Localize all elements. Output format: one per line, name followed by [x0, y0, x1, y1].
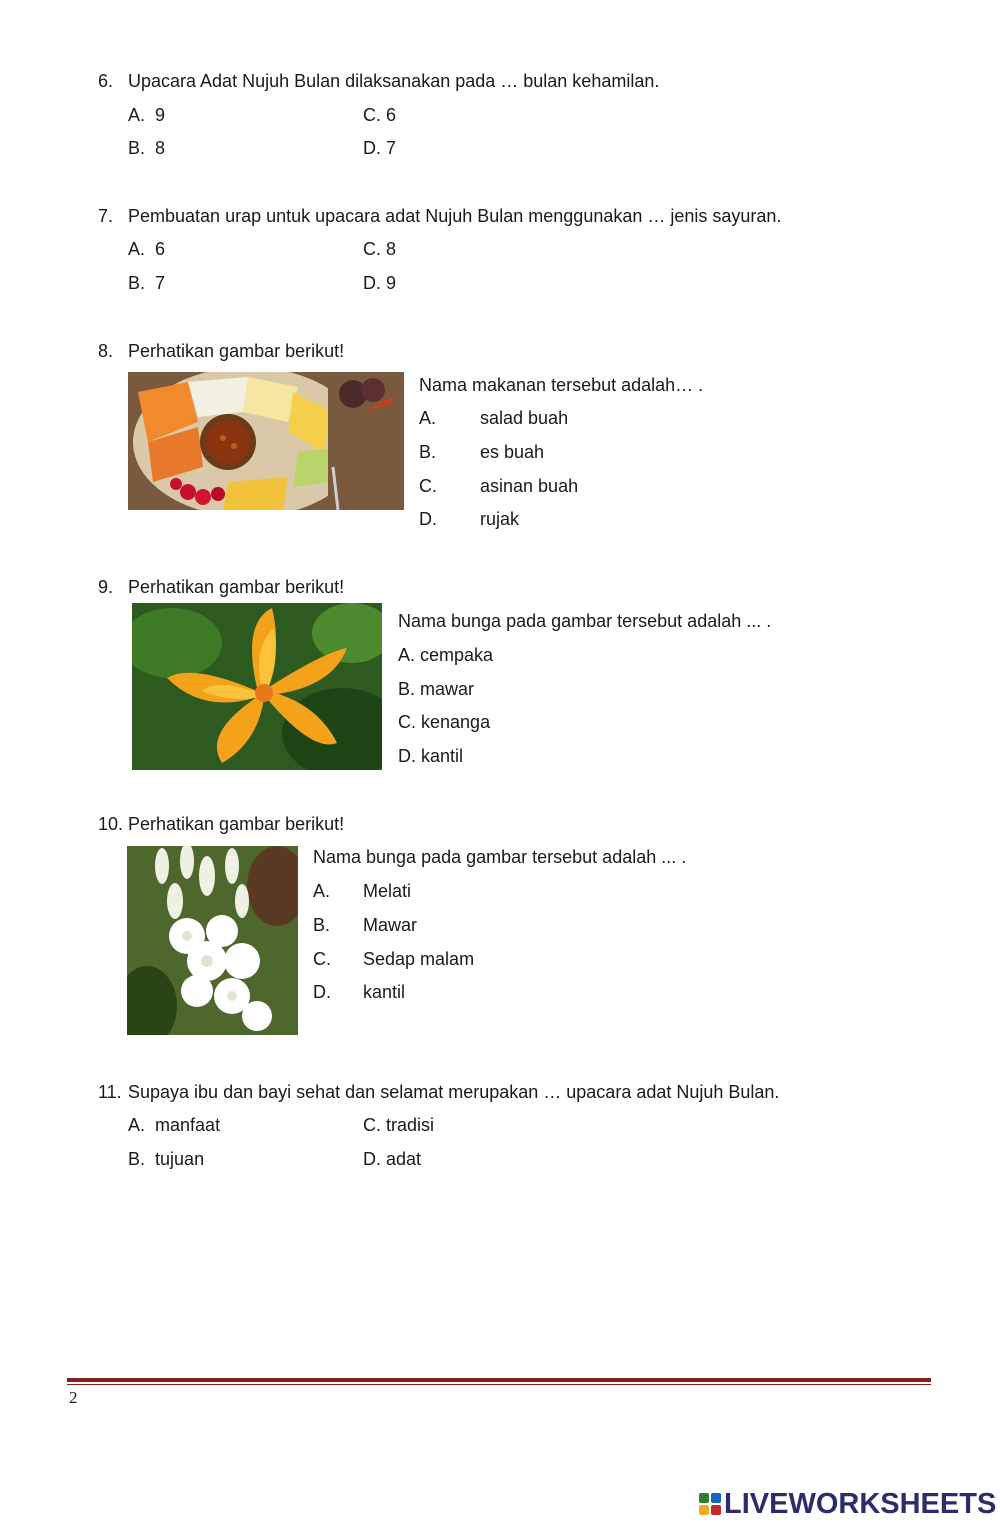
q9-option-b[interactable]: B. mawar — [398, 679, 475, 699]
q8-option-b-letter[interactable]: B. — [419, 442, 437, 462]
q9-option-d[interactable]: D. kantil — [398, 746, 464, 766]
question-8-text: Perhatikan gambar berikut! — [128, 341, 345, 361]
q9-option-c[interactable]: C. kenanga — [398, 712, 491, 732]
q6-option-b[interactable]: B. 8 — [128, 138, 166, 158]
q8-option-b[interactable]: es buah — [480, 442, 545, 462]
q11-option-c[interactable]: C. tradisi — [363, 1115, 435, 1135]
q10-option-b-letter[interactable]: B. — [313, 915, 331, 935]
q10-option-d[interactable]: kantil — [363, 982, 406, 1002]
liveworksheets-logo-icon — [698, 1492, 722, 1516]
question-10-text: Perhatikan gambar berikut! — [128, 814, 345, 834]
question-9-prompt: Nama bunga pada gambar tersebut adalah ... . — [398, 611, 772, 631]
q7-option-a[interactable]: A. 6 — [128, 239, 166, 259]
q6-option-d[interactable]: D. 7 — [363, 138, 397, 158]
question-11-text: Supaya ibu dan bayi sehat dan selamat merupakan … upacara adat Nujuh Bulan. — [128, 1082, 780, 1102]
q8-option-a[interactable]: salad buah — [480, 408, 569, 428]
question-11-number: 11. — [98, 1082, 122, 1102]
q11-option-b[interactable]: B. tujuan — [128, 1149, 205, 1169]
question-9-number: 9. — [98, 577, 114, 597]
question-9-text: Perhatikan gambar berikut! — [128, 577, 345, 597]
question-8-number: 8. — [98, 341, 114, 361]
footer-rule-thin — [67, 1384, 931, 1385]
q11-option-a[interactable]: A. manfaat — [128, 1115, 221, 1135]
question-7-text: Pembuatan urap untuk upacara adat Nujuh Bulan menggunakan … jenis sayuran. — [128, 206, 782, 226]
q7-option-b[interactable]: B. 7 — [128, 273, 166, 293]
question-6-number: 6. — [98, 71, 114, 91]
question-6-text: Upacara Adat Nujuh Bulan dilaksanakan pada … bulan kehamilan. — [128, 71, 660, 91]
q8-option-a-letter[interactable]: A. — [419, 408, 437, 428]
question-7-number: 7. — [98, 206, 114, 226]
q8-option-d-letter[interactable]: D. — [419, 509, 437, 529]
question-10-prompt: Nama bunga pada gambar tersebut adalah ... . — [313, 847, 687, 867]
q6-option-a[interactable]: A. 9 — [128, 105, 166, 125]
q9-option-a[interactable]: A. cempaka — [398, 645, 494, 665]
q7-option-d[interactable]: D. 9 — [363, 273, 397, 293]
question-10-number: 10. — [98, 814, 124, 834]
q8-option-c[interactable]: asinan buah — [480, 476, 579, 496]
liveworksheets-wordmark: LIVEWORKSHEETS — [724, 1487, 997, 1520]
footer-rule-thick — [67, 1378, 931, 1382]
question-8-prompt: Nama makanan tersebut adalah… . — [419, 375, 704, 395]
q7-option-c[interactable]: C. 8 — [363, 239, 397, 259]
q10-option-b[interactable]: Mawar — [363, 915, 418, 935]
q10-option-d-letter[interactable]: D. — [313, 982, 331, 1002]
q10-option-c[interactable]: Sedap malam — [363, 949, 475, 969]
q11-option-d[interactable]: D. adat — [363, 1149, 422, 1169]
q10-option-c-letter[interactable]: C. — [313, 949, 331, 969]
page-number: 2 — [69, 1388, 78, 1407]
q8-option-d[interactable]: rujak — [480, 509, 520, 529]
liveworksheets-logo — [698, 1488, 996, 1520]
q8-option-c-letter[interactable]: C. — [419, 476, 437, 496]
q6-option-c[interactable]: C. 6 — [363, 105, 397, 125]
white-tuberose-image — [127, 846, 298, 1035]
q10-option-a-letter[interactable]: A. — [313, 881, 331, 901]
rujak-fruit-platter-image — [128, 372, 404, 510]
q10-option-a[interactable]: Melati — [363, 881, 412, 901]
orange-flower-image — [132, 603, 382, 770]
